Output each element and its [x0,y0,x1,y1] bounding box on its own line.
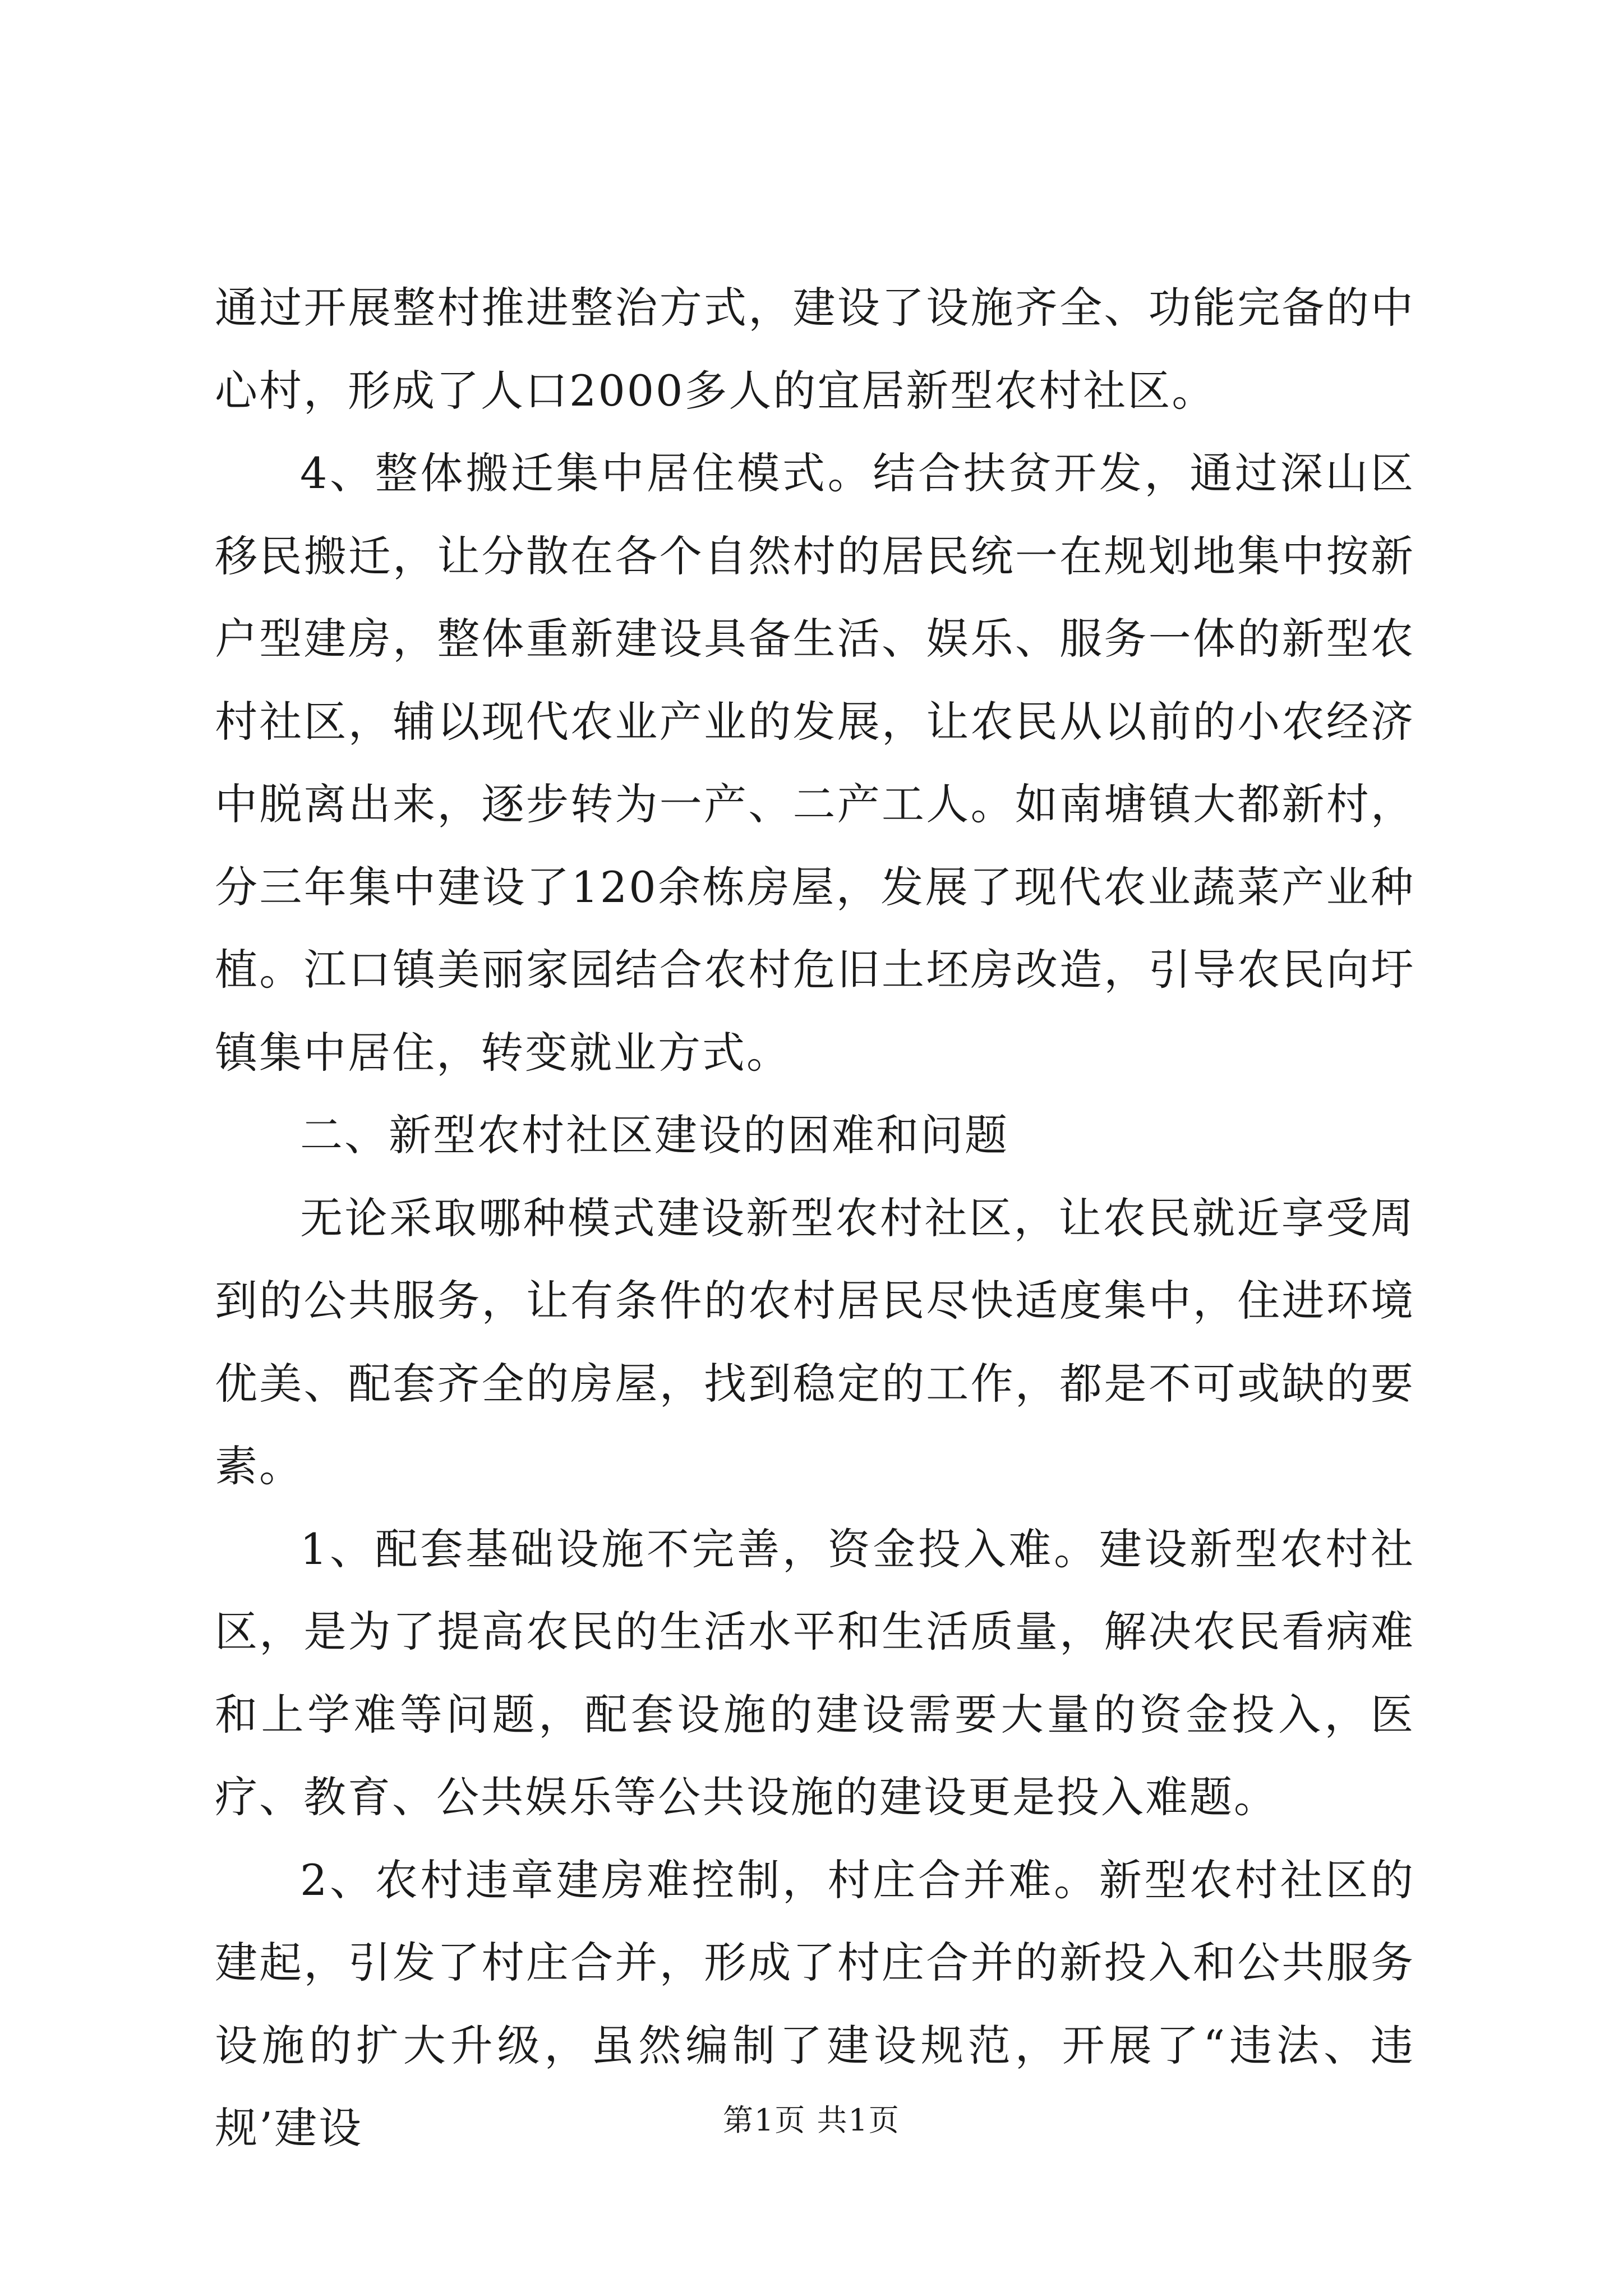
paragraph-illegal-construction: 2、农村违章建房难控制，村庄合并难。新型农村社区的建起，引发了村庄合并，形成了村庄合并的新投入和公共服务设施的扩大升级，虽然编制了建设规范，开展了“违法、违规’建设 [215,1855,1415,2153]
paragraph-continued: 通过开展整村推进整治方式，建设了设施齐全、功能完备的中心村，形成了人口2000多人的宜居新型农村社区。 [215,283,1415,416]
page-footer: 第1页 共1页 [723,2102,900,2138]
paragraph-relocation-mode: 4、整体搬迁集中居住模式。结合扶贫开发，通过深山区移民搬迁，让分散在各个自然村的居民统一在规划地集中按新户型建房，整体重新建设具备生活、娱乐、服务一体的新型农村社区，辅以现代农业产业的发展，让农民从以前的小农经济中脱离出来，逐步转为一产、二产工人。如南塘镇大都新村，分三年集中建设了120余栋房屋，发展了现代农业蔬菜产业种植。江口镇美丽家园结合农村危旧土坯房改造，引导农民向圩镇集中居住，转变就业方式。 [215,448,1415,1078]
document-body [215,266,1415,2170]
paragraph-intro-difficulties: 无论采取哪种模式建设新型农村社区，让农民就近享受周到的公共服务，让有条件的农村居民尽快适度集中，住进环境优美、配套齐全的房屋，找到稳定的工作，都是不可或缺的要素。 [215,1193,1415,1491]
paragraph-infrastructure: 1、配套基础设施不完善，资金投入难。建设新型农村社区，是为了提高农民的生活水平和生活质量，解决农民看病难和上学难等问题，配套设施的建设需要大量的资金投入，医疗、教育、公共娱乐等公共设施的建设更是投入难题。 [215,1524,1415,1822]
section-heading-difficulties: 二、新型农村社区建设的困难和问题 [300,1110,1009,1160]
